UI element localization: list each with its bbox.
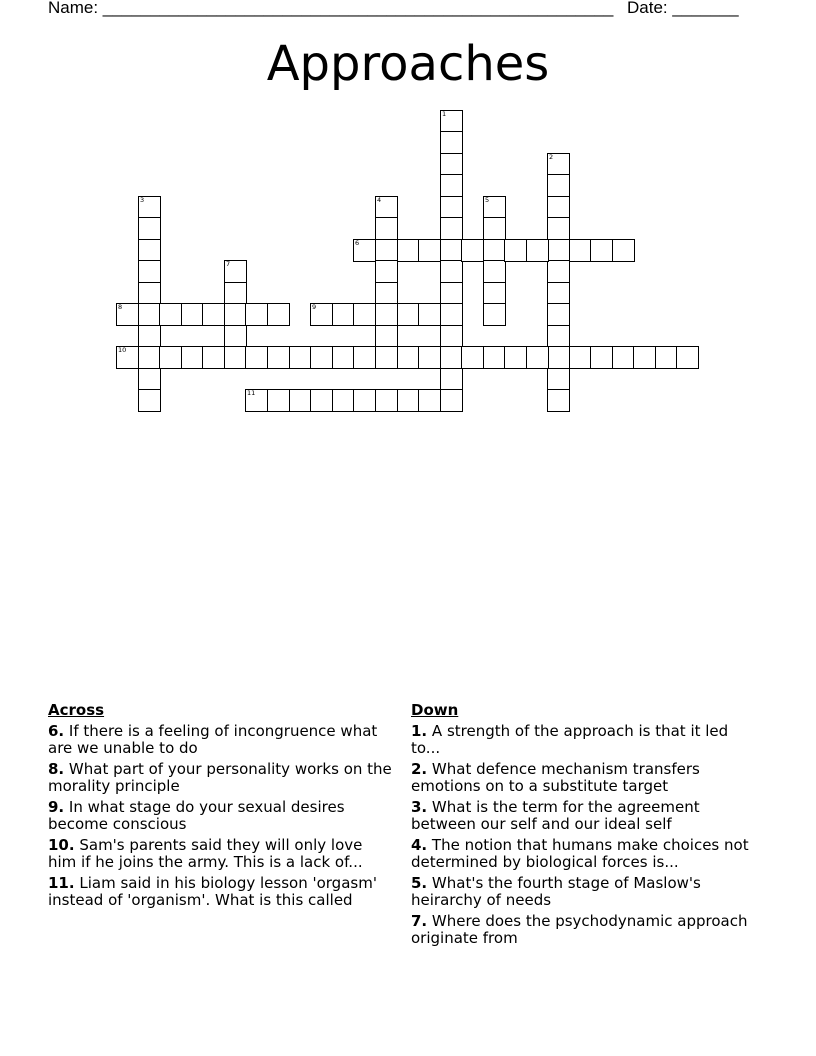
across-heading: Across — [48, 701, 105, 719]
cell-number: 2 — [549, 153, 554, 161]
grid-cell — [547, 303, 570, 326]
grid-cell — [547, 153, 570, 176]
clue-text: What part of your personality works on the morality principle — [48, 760, 392, 795]
grid-cell — [375, 282, 398, 305]
grid-cell — [504, 239, 527, 262]
clue-number: 5. — [411, 874, 428, 892]
grid-cell — [547, 282, 570, 305]
grid-cell — [310, 303, 333, 326]
grid-cell — [590, 239, 613, 262]
grid-cell — [612, 239, 635, 262]
grid-cell — [245, 389, 268, 412]
grid-cell — [224, 303, 247, 326]
grid-cell — [267, 303, 290, 326]
down-clue — [411, 761, 756, 795]
grid-cell — [547, 325, 570, 348]
grid-cell — [483, 303, 506, 326]
clue-number: 6. — [48, 722, 65, 740]
grid-cell — [418, 303, 441, 326]
grid-cell — [440, 153, 463, 176]
clue-number: 11. — [48, 874, 75, 892]
date-field-label: Date: _______ — [627, 0, 739, 17]
across-clues — [48, 700, 393, 913]
grid-cell — [202, 303, 225, 326]
across-clue — [48, 875, 393, 909]
grid-cell — [375, 239, 398, 262]
down-clue — [411, 913, 756, 947]
grid-cell — [440, 346, 463, 369]
grid-cell — [353, 303, 376, 326]
cell-number: 8 — [118, 303, 123, 311]
across-clue — [48, 837, 393, 871]
grid-cell — [375, 346, 398, 369]
grid-cell — [138, 260, 161, 283]
grid-cell — [138, 346, 161, 369]
down-clue — [411, 799, 756, 833]
clue-number: 8. — [48, 760, 65, 778]
grid-cell — [547, 217, 570, 240]
cell-number: 3 — [140, 196, 145, 204]
grid-cell — [397, 239, 420, 262]
grid-cell — [397, 389, 420, 412]
grid-cell — [138, 239, 161, 262]
grid-cell — [353, 389, 376, 412]
grid-cell — [547, 389, 570, 412]
grid-cell — [440, 196, 463, 219]
grid-cell — [612, 346, 635, 369]
clue-text: What defence mechanism transfers emotions on to a substitute target — [411, 760, 700, 795]
grid-cell — [224, 282, 247, 305]
grid-cell — [418, 346, 441, 369]
clue-number: 2. — [411, 760, 428, 778]
clue-text: If there is a feeling of incongruence what are we unable to do — [48, 722, 378, 757]
grid-cell — [440, 110, 463, 133]
grid-cell — [397, 346, 420, 369]
grid-cell — [202, 346, 225, 369]
clue-number: 1. — [411, 722, 428, 740]
grid-cell — [440, 131, 463, 154]
grid-cell — [440, 368, 463, 391]
grid-cell — [138, 368, 161, 391]
grid-cell — [633, 346, 656, 369]
clue-text: Sam's parents said they will only love him if he joins the army. This is a lack of... — [48, 836, 363, 871]
clue-number: 7. — [411, 912, 428, 930]
grid-cell — [332, 389, 355, 412]
grid-cell — [224, 260, 247, 283]
name-field-label: Name: ______________________________________________________ — [48, 0, 614, 17]
down-clue — [411, 723, 756, 757]
grid-cell — [332, 346, 355, 369]
grid-cell — [116, 346, 139, 369]
grid-cell — [138, 196, 161, 219]
cell-number: 9 — [312, 303, 317, 311]
clue-text: What is the term for the agreement between our self and our ideal self — [411, 798, 700, 833]
clue-number: 10. — [48, 836, 75, 854]
grid-cell — [483, 239, 506, 262]
grid-cell — [138, 303, 161, 326]
grid-cell — [353, 346, 376, 369]
grid-cell — [547, 196, 570, 219]
grid-cell — [547, 239, 570, 262]
grid-cell — [332, 303, 355, 326]
grid-cell — [440, 260, 463, 283]
grid-cell — [418, 239, 441, 262]
grid-cell — [440, 389, 463, 412]
grid-cell — [461, 346, 484, 369]
clue-text: In what stage do your sexual desires become conscious — [48, 798, 345, 833]
grid-cell — [138, 325, 161, 348]
grid-cell — [483, 260, 506, 283]
cell-number: 4 — [377, 196, 382, 204]
grid-cell — [461, 239, 484, 262]
page-title: Approaches — [266, 36, 550, 92]
grid-cell — [138, 217, 161, 240]
grid-cell — [504, 346, 527, 369]
grid-cell — [310, 389, 333, 412]
grid-cell — [289, 389, 312, 412]
clue-text: Where does the psychodynamic approach originate from — [411, 912, 748, 947]
down-clue — [411, 875, 756, 909]
grid-cell — [440, 217, 463, 240]
grid-cell — [569, 346, 592, 369]
grid-cell — [440, 325, 463, 348]
grid-cell — [547, 260, 570, 283]
grid-cell — [440, 174, 463, 197]
grid-cell — [397, 303, 420, 326]
grid-cell — [267, 389, 290, 412]
grid-cell — [440, 239, 463, 262]
grid-cell — [590, 346, 613, 369]
grid-cell — [483, 196, 506, 219]
grid-cell — [245, 303, 268, 326]
clue-text: The notion that humans make choices not determined by biological forces is... — [411, 836, 749, 871]
grid-cell — [483, 282, 506, 305]
cell-number: 5 — [485, 196, 490, 204]
grid-cell — [181, 346, 204, 369]
grid-cell — [676, 346, 699, 369]
grid-cell — [569, 239, 592, 262]
across-clue — [48, 761, 393, 795]
cell-number: 11 — [247, 389, 256, 397]
clue-text: What's the fourth stage of Maslow's heirarchy of needs — [411, 874, 701, 909]
cell-number: 6 — [355, 239, 360, 247]
grid-cell — [440, 282, 463, 305]
grid-cell — [418, 389, 441, 412]
clue-text: A strength of the approach is that it led to... — [411, 722, 729, 757]
grid-cell — [224, 325, 247, 348]
grid-cell — [138, 282, 161, 305]
grid-cell — [547, 346, 570, 369]
down-clue — [411, 837, 756, 871]
grid-cell — [375, 217, 398, 240]
clue-number: 9. — [48, 798, 65, 816]
clue-number: 4. — [411, 836, 428, 854]
grid-cell — [375, 325, 398, 348]
grid-cell — [375, 260, 398, 283]
cell-number: 7 — [226, 260, 231, 268]
grid-cell — [526, 346, 549, 369]
grid-cell — [526, 239, 549, 262]
grid-cell — [655, 346, 678, 369]
down-heading: Down — [411, 701, 459, 719]
down-clues — [411, 700, 756, 951]
grid-cell — [267, 346, 290, 369]
grid-cell — [116, 303, 139, 326]
grid-cell — [181, 303, 204, 326]
grid-cell — [483, 346, 506, 369]
grid-cell — [483, 217, 506, 240]
grid-cell — [353, 239, 376, 262]
grid-cell — [138, 389, 161, 412]
grid-cell — [224, 346, 247, 369]
across-clue — [48, 799, 393, 833]
grid-cell — [159, 303, 182, 326]
grid-cell — [289, 346, 312, 369]
clue-text: Liam said in his biology lesson 'orgasm' instead of 'organism'. What is this called — [48, 874, 377, 909]
grid-cell — [547, 368, 570, 391]
grid-cell — [375, 389, 398, 412]
grid-cell — [440, 303, 463, 326]
clue-number: 3. — [411, 798, 428, 816]
cell-number: 10 — [118, 346, 127, 354]
grid-cell — [310, 346, 333, 369]
grid-cell — [547, 174, 570, 197]
across-clue — [48, 723, 393, 757]
grid-cell — [159, 346, 182, 369]
grid-cell — [245, 346, 268, 369]
grid-cell — [375, 196, 398, 219]
grid-cell — [375, 303, 398, 326]
cell-number: 1 — [442, 110, 447, 118]
